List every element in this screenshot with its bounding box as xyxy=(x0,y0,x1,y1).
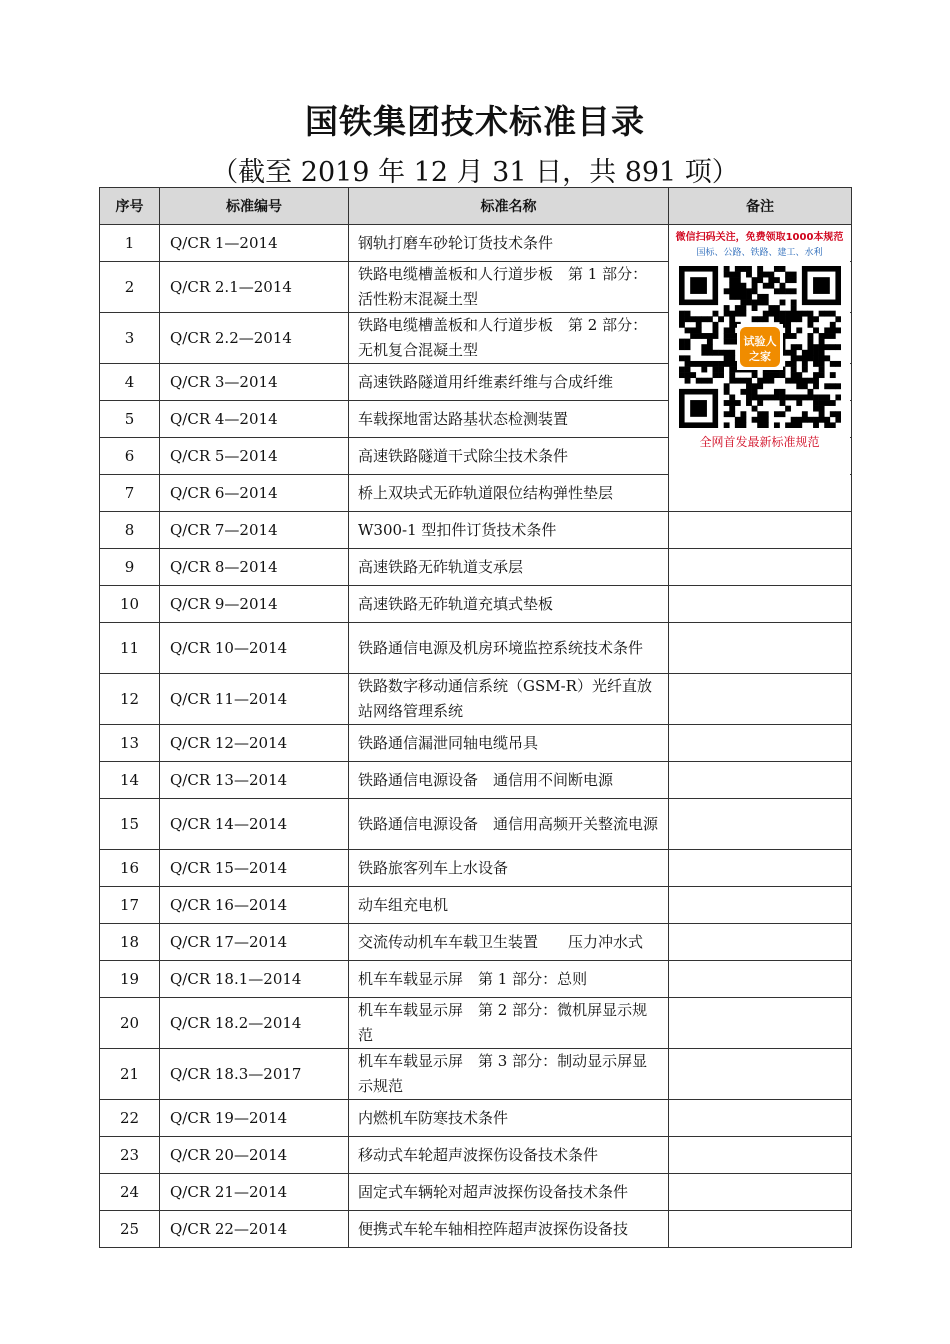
row-note xyxy=(669,1137,852,1174)
row-note xyxy=(669,1049,852,1100)
row-seq: 17 xyxy=(100,887,160,924)
table-row xyxy=(100,225,852,262)
row-name: 高速铁路无砟轨道支承层 xyxy=(349,549,669,586)
row-code: Q/CR 20—2014 xyxy=(160,1137,349,1174)
table-header-row xyxy=(100,188,852,225)
table-body xyxy=(100,225,852,1248)
row-code: Q/CR 19—2014 xyxy=(160,1100,349,1137)
row-note xyxy=(669,1100,852,1137)
table-row xyxy=(100,512,852,549)
table-row xyxy=(100,850,852,887)
ad-top-text: 微信扫码关注，免费领取1000本规范 xyxy=(675,232,844,243)
row-note xyxy=(669,586,852,623)
table-row xyxy=(100,1049,852,1100)
row-code: Q/CR 18.1—2014 xyxy=(160,961,349,998)
row-note xyxy=(669,1211,852,1248)
row-note xyxy=(669,549,852,586)
row-name: 机车车载显示屏 第 2 部分：微机屏显示规范 xyxy=(349,998,669,1049)
row-name: 铁路电缆槽盖板和人行道步板 第 2 部分：无机复合混凝土型 xyxy=(349,313,669,364)
row-note xyxy=(669,887,852,924)
row-seq: 13 xyxy=(100,725,160,762)
row-seq: 20 xyxy=(100,998,160,1049)
row-seq: 18 xyxy=(100,924,160,961)
row-note xyxy=(669,438,852,475)
row-name: 移动式车轮超声波探伤设备技术条件 xyxy=(349,1137,669,1174)
row-name: 机车车载显示屏 第 3 部分：制动显示屏显示规范 xyxy=(349,1049,669,1100)
row-seq: 16 xyxy=(100,850,160,887)
row-seq: 6 xyxy=(100,438,160,475)
row-code: Q/CR 22—2014 xyxy=(160,1211,349,1248)
row-name: 铁路通信电源设备 通信用高频开关整流电源 xyxy=(349,799,669,850)
table-row xyxy=(100,313,852,364)
table-row xyxy=(100,887,852,924)
row-code: Q/CR 13—2014 xyxy=(160,762,349,799)
row-note xyxy=(669,401,852,438)
row-seq: 25 xyxy=(100,1211,160,1248)
row-seq: 1 xyxy=(100,225,160,262)
table-row xyxy=(100,262,852,313)
row-code: Q/CR 2.1—2014 xyxy=(160,262,349,313)
table-row xyxy=(100,961,852,998)
row-name: 钢轨打磨车砂轮订货技术条件 xyxy=(349,225,669,262)
table-row xyxy=(100,364,852,401)
row-code: Q/CR 17—2014 xyxy=(160,924,349,961)
row-seq: 2 xyxy=(100,262,160,313)
row-name: W300-1 型扣件订货技术条件 xyxy=(349,512,669,549)
row-note xyxy=(669,475,852,512)
table-row xyxy=(100,924,852,961)
row-seq: 12 xyxy=(100,674,160,725)
row-code: Q/CR 8—2014 xyxy=(160,549,349,586)
row-code: Q/CR 18.3—2017 xyxy=(160,1049,349,1100)
row-code: Q/CR 1—2014 xyxy=(160,225,349,262)
row-name: 铁路旅客列车上水设备 xyxy=(349,850,669,887)
row-seq: 9 xyxy=(100,549,160,586)
row-seq: 21 xyxy=(100,1049,160,1100)
header-code: 标准编号 xyxy=(160,188,349,225)
row-note xyxy=(669,850,852,887)
table-row xyxy=(100,586,852,623)
table-row xyxy=(100,1137,852,1174)
row-seq: 23 xyxy=(100,1137,160,1174)
row-code: Q/CR 7—2014 xyxy=(160,512,349,549)
row-seq: 3 xyxy=(100,313,160,364)
table-row xyxy=(100,1174,852,1211)
row-name: 内燃机车防寒技术条件 xyxy=(349,1100,669,1137)
row-seq: 22 xyxy=(100,1100,160,1137)
row-seq: 19 xyxy=(100,961,160,998)
row-code: Q/CR 12—2014 xyxy=(160,725,349,762)
row-note xyxy=(669,313,852,364)
row-code: Q/CR 16—2014 xyxy=(160,887,349,924)
row-note xyxy=(669,762,852,799)
row-code: Q/CR 4—2014 xyxy=(160,401,349,438)
page-subtitle: （截至 2019 年 12 月 31 日，共 891 项） xyxy=(211,157,739,188)
ad-bottom-text: 全网首发最新标准规范 xyxy=(699,435,820,449)
row-seq: 11 xyxy=(100,623,160,674)
row-code: Q/CR 11—2014 xyxy=(160,674,349,725)
row-code: Q/CR 3—2014 xyxy=(160,364,349,401)
row-note xyxy=(669,998,852,1049)
row-seq: 4 xyxy=(100,364,160,401)
row-name: 便携式车轮车轴相控阵超声波探伤设备技 xyxy=(349,1211,669,1248)
row-seq: 5 xyxy=(100,401,160,438)
row-code: Q/CR 5—2014 xyxy=(160,438,349,475)
table-row xyxy=(100,998,852,1049)
table-row xyxy=(100,401,852,438)
row-note xyxy=(669,623,852,674)
row-code: Q/CR 6—2014 xyxy=(160,475,349,512)
row-note xyxy=(669,364,852,401)
header-seq: 序号 xyxy=(100,188,160,225)
row-note xyxy=(669,961,852,998)
row-name: 铁路通信电源设备 通信用不间断电源 xyxy=(349,762,669,799)
row-name: 高速铁路隧道干式除尘技术条件 xyxy=(349,438,669,475)
table-row xyxy=(100,1211,852,1248)
table-row xyxy=(100,762,852,799)
row-code: Q/CR 21—2014 xyxy=(160,1174,349,1211)
row-name: 车载探地雷达路基状态检测装置 xyxy=(349,401,669,438)
row-code: Q/CR 9—2014 xyxy=(160,586,349,623)
svg-text:之家: 之家 xyxy=(748,350,771,363)
row-seq: 15 xyxy=(100,799,160,850)
row-seq: 14 xyxy=(100,762,160,799)
standards-table xyxy=(99,187,852,1248)
table-row xyxy=(100,799,852,850)
header-note: 备注 xyxy=(669,188,852,225)
row-seq: 24 xyxy=(100,1174,160,1211)
row-note xyxy=(669,262,852,313)
table-row xyxy=(100,549,852,586)
row-name: 铁路通信电源及机房环境监控系统技术条件 xyxy=(349,623,669,674)
row-name: 桥上双块式无砟轨道限位结构弹性垫层 xyxy=(349,475,669,512)
row-note xyxy=(669,924,852,961)
table-row xyxy=(100,623,852,674)
table-row xyxy=(100,475,852,512)
row-name: 固定式车辆轮对超声波探伤设备技术条件 xyxy=(349,1174,669,1211)
row-note xyxy=(669,225,852,449)
row-note xyxy=(669,512,852,549)
row-name: 高速铁路隧道用纤维素纤维与合成纤维 xyxy=(349,364,669,401)
row-seq: 8 xyxy=(100,512,160,549)
row-name: 动车组充电机 xyxy=(349,887,669,924)
row-code: Q/CR 2.2—2014 xyxy=(160,313,349,364)
row-name: 铁路电缆槽盖板和人行道步板 第 1 部分：活性粉末混凝土型 xyxy=(349,262,669,313)
row-note xyxy=(669,799,852,850)
row-note xyxy=(669,725,852,762)
ad-sub-text: 国标、公路、铁路、建工、水利 xyxy=(696,248,823,258)
row-name: 铁路数字移动通信系统（GSM-R）光纤直放站网络管理系统 xyxy=(349,674,669,725)
row-note xyxy=(669,1174,852,1211)
row-code: Q/CR 15—2014 xyxy=(160,850,349,887)
table-row xyxy=(100,725,852,762)
row-name: 高速铁路无砟轨道充填式垫板 xyxy=(349,586,669,623)
table-row xyxy=(100,1100,852,1137)
page-title: 国铁集团技术标准目录 xyxy=(305,102,645,141)
row-name: 铁路通信漏泄同轴电缆吊具 xyxy=(349,725,669,762)
row-seq: 7 xyxy=(100,475,160,512)
header-name: 标准名称 xyxy=(349,188,669,225)
row-code: Q/CR 14—2014 xyxy=(160,799,349,850)
svg-text:试验人: 试验人 xyxy=(743,335,776,348)
row-code: Q/CR 10—2014 xyxy=(160,623,349,674)
table-row xyxy=(100,438,852,475)
row-code: Q/CR 18.2—2014 xyxy=(160,998,349,1049)
row-name: 机车车载显示屏 第 1 部分：总则 xyxy=(349,961,669,998)
row-name: 交流传动机车车载卫生装置 压力冲水式 xyxy=(349,924,669,961)
row-seq: 10 xyxy=(100,586,160,623)
table-row xyxy=(100,674,852,725)
row-note xyxy=(669,674,852,725)
